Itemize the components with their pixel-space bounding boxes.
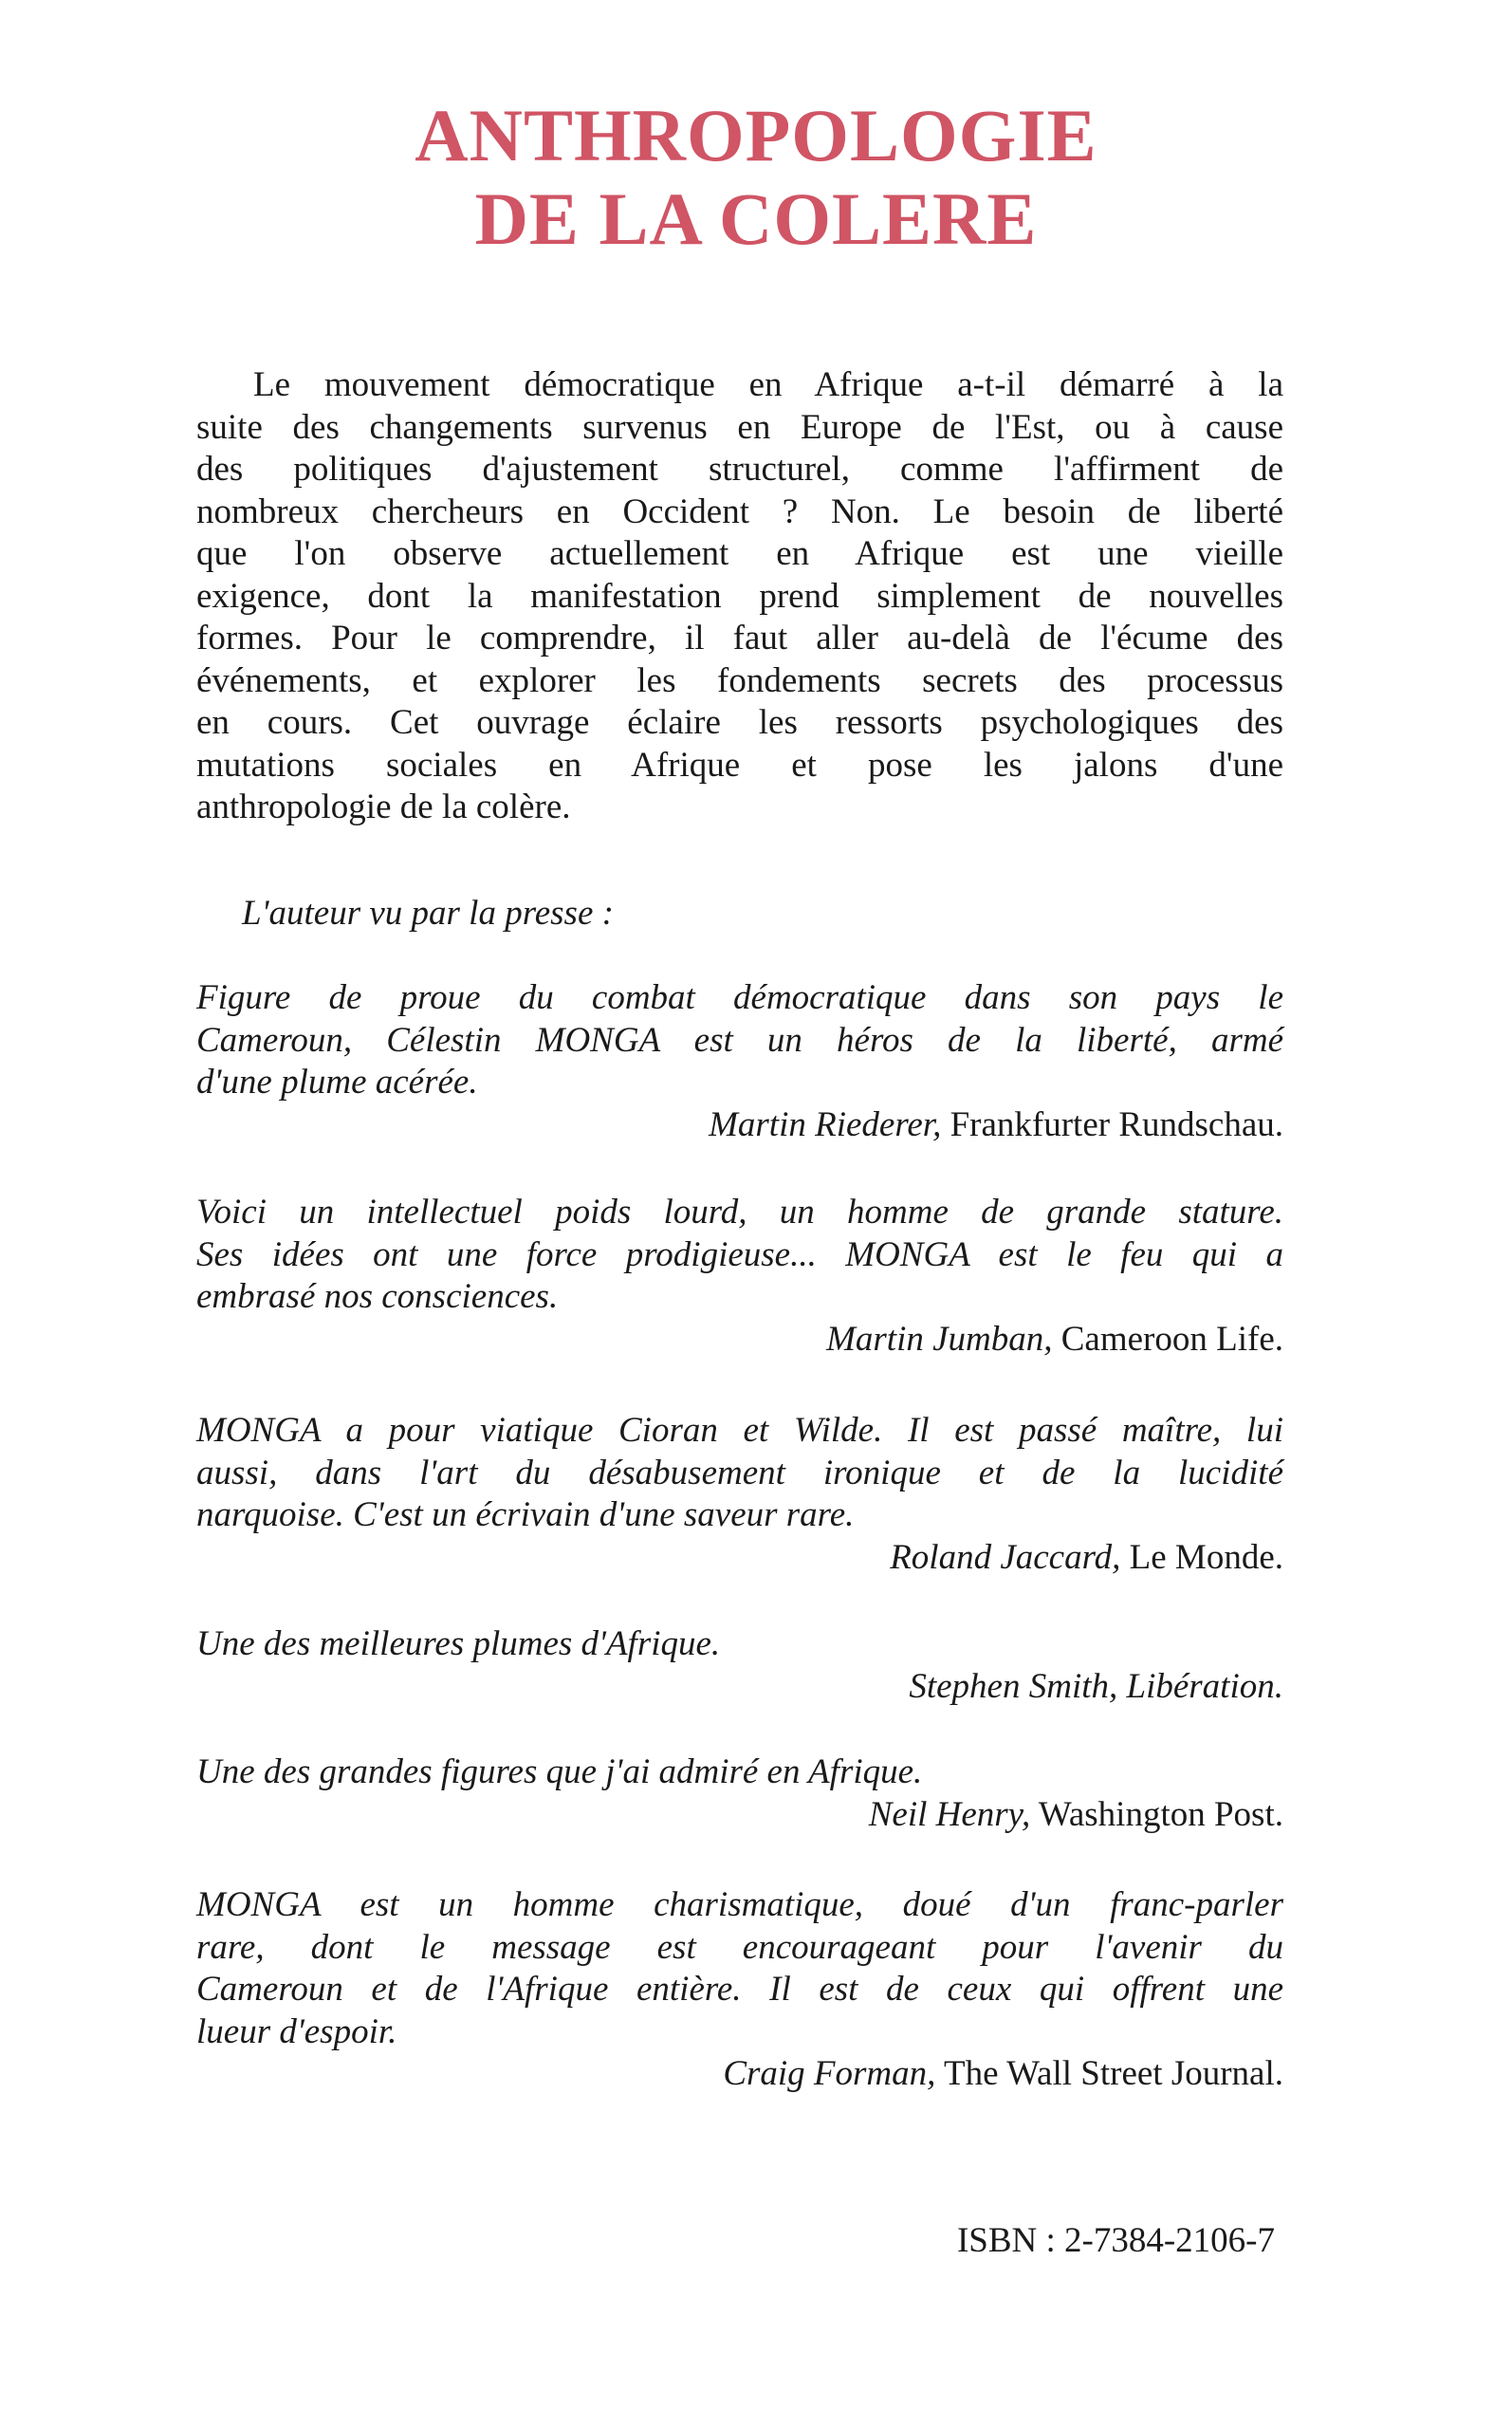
quote-line: MONGA a pour viatique Cioran et Wilde. Il est passé maître, lui [196, 1411, 1283, 1450]
summary-line: formes. Pour le comprendre, il faut aller au-delà de l'écume des [196, 619, 1283, 658]
quote-author: Martin Riederer, [709, 1104, 942, 1144]
summary-line: que l'on observe actuellement en Afrique est une vieille [196, 534, 1283, 573]
quote-line: Cameroun et de l'Afrique entière. Il est de ceux qui offrent une [196, 1970, 1283, 2009]
quote-source: Cameroon Life. [1052, 1319, 1283, 1359]
isbn: ISBN : 2-7384-2106-7 [956, 2221, 1275, 2260]
quote-line: Voici un intellectuel poids lourd, un homme de grande stature. [196, 1193, 1283, 1232]
summary-line: exigence, dont la manifestation prend simplement de nouvelles [196, 576, 1283, 616]
press-quote [196, 1410, 1283, 1579]
quote-line: embrasé nos consciences. [196, 1277, 559, 1316]
quote-source: Libération. [1117, 1666, 1283, 1706]
press-heading-block [196, 893, 1283, 936]
quote-source: Le Monde. [1120, 1537, 1283, 1577]
quote-author: Roland Jaccard, [890, 1537, 1121, 1577]
quote-source: Frankfurter Rundschau. [941, 1104, 1283, 1144]
quote-attribution [196, 1537, 1283, 1580]
quote-attribution [196, 2053, 1283, 2096]
press-quote [196, 1884, 1283, 2096]
summary-line: en cours. Cet ouvrage éclaire les ressorts psychologiques des [196, 703, 1283, 742]
quote-attribution [196, 1666, 1283, 1709]
book-title [0, 94, 1512, 261]
summary-paragraph [196, 364, 1283, 829]
summary-line: événements, et explorer les fondements secrets des processus [196, 660, 1283, 700]
quote-line: Ses idées ont une force prodigieuse... MONGA est le feu qui a [196, 1234, 1283, 1274]
press-quote [196, 977, 1283, 1146]
summary-line: suite des changements survenus en Europe de l'Est, ou à cause [196, 407, 1283, 447]
quote-line: Une des meilleures plumes d'Afrique. [196, 1624, 721, 1663]
quote-attribution [196, 1794, 1283, 1837]
summary-line: mutations sociales en Afrique et pose les jalons d'une [196, 745, 1283, 785]
quote-line: Une des grandes figures que j'ai admiré en Afrique. [196, 1752, 923, 1791]
quote-attribution [196, 1319, 1283, 1362]
quote-source: Washington Post. [1030, 1794, 1283, 1834]
quote-author: Stephen Smith, [909, 1666, 1118, 1706]
quote-line: lueur d'espoir. [196, 2011, 397, 2051]
title-line-1: ANTHROPOLOGIE [415, 94, 1097, 176]
press-heading: L'auteur vu par la presse : [242, 894, 614, 933]
quote-line: Figure de proue du combat démocratique dans son pays le [196, 978, 1283, 1017]
summary-line: Le mouvement démocratique en Afrique a-t-il démarré à la [253, 365, 1283, 404]
title-line-2: DE LA COLERE [474, 177, 1038, 260]
press-quote [196, 1623, 1283, 1708]
quote-author: Martin Jumban, [826, 1319, 1053, 1359]
quote-source: The Wall Street Journal. [935, 2054, 1283, 2093]
quote-line: MONGA est un homme charismatique, doué d'un franc-parler [196, 1885, 1283, 1924]
press-quote [196, 1751, 1283, 1836]
quote-attribution [196, 1104, 1283, 1147]
summary-line: des politiques d'ajustement structurel, comme l'affirment de [196, 450, 1283, 489]
quote-line: d'une plume acérée. [196, 1063, 478, 1102]
quote-author: Craig Forman, [723, 2054, 936, 2093]
summary-line: anthropologie de la colère. [196, 788, 571, 826]
press-quote [196, 1192, 1283, 1361]
quote-line: narquoise. C'est un écrivain d'une saveur rare. [196, 1495, 855, 1534]
quote-author: Neil Henry, [868, 1794, 1031, 1834]
quote-line: Cameroun, Célestin MONGA est un héros de la liberté, armé [196, 1020, 1283, 1060]
quote-line: rare, dont le message est encourageant pour l'avenir du [196, 1927, 1283, 1967]
summary-line: nombreux chercheurs en Occident ? Non. Le besoin de liberté [196, 491, 1283, 531]
quote-line: aussi, dans l'art du désabusement ironique et de la lucidité [196, 1453, 1283, 1492]
